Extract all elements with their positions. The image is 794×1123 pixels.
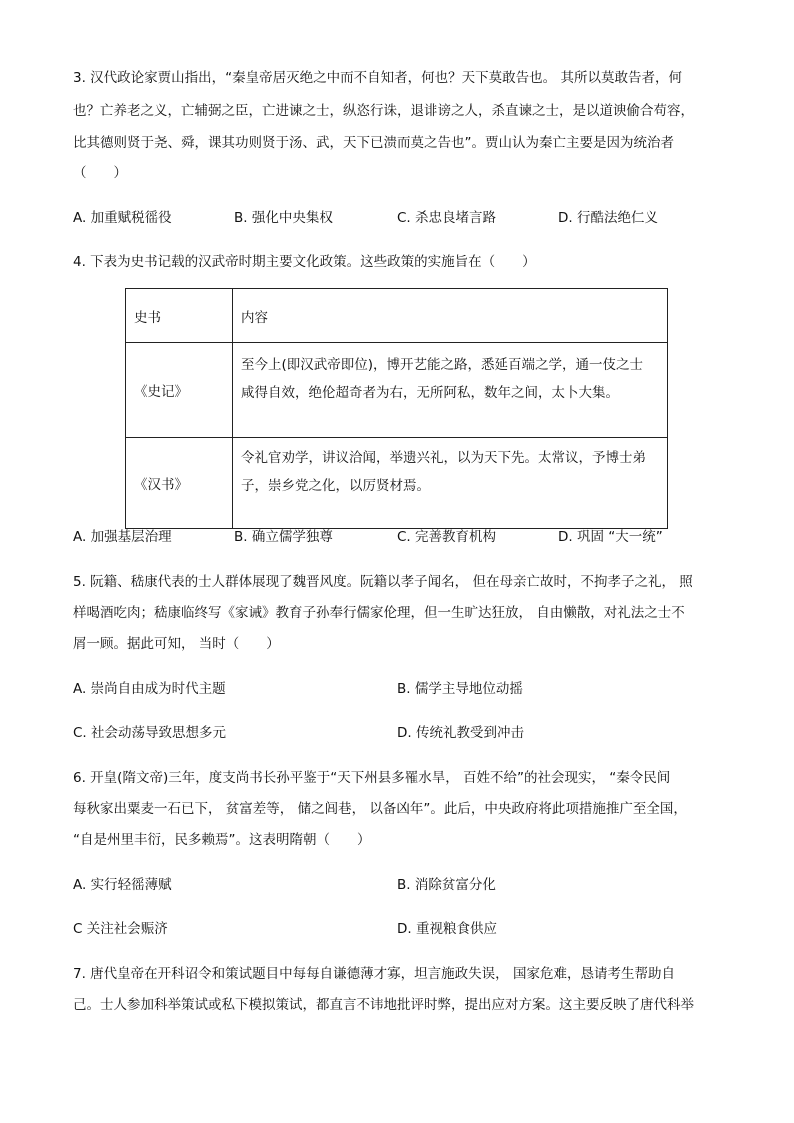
q6-line-3: “自是州里丰衍，民多赖焉”。这表明隋朝（ ） (73, 832, 371, 848)
q5-line-2: 样喝酒吃肉；嵇康临终写《家诫》教育子孙奉行儒家伦理，但一生旷达狂放， 自由懒散，对礼法之士不 (73, 605, 685, 621)
content-line: 咸得自效，绝伦超奇者为右，无所阿私，数年之间，太卜大集。 (241, 385, 619, 401)
q4-option-c: C. 完善教育机构 (397, 529, 497, 545)
table-header-content: 内容 (233, 289, 668, 343)
q5-option-d: D. 传统礼教受到冲击 (397, 725, 524, 741)
q3-line-4: （ ） (73, 165, 127, 181)
q7-line-1: 7. 唐代皇帝在开科诏令和策试题目中每每自谦德薄才寡，坦言施政失误， 国家危难，恳请考生帮助自 (73, 966, 675, 982)
q5-line-1: 5. 阮籍、嵇康代表的士人群体展现了魏晋风度。阮籍以孝子闻名， 但在母亲亡故时，不拘孝子之礼， 照 (73, 574, 693, 590)
table-cell-content (233, 343, 668, 438)
q4-option-a: A. 加强基层治理 (73, 529, 172, 545)
q5-line-3: 屑一顾。据此可知， 当时（ ） (73, 636, 280, 652)
q6-option-d: D. 重视粮食供应 (397, 921, 497, 937)
q6-option-b: B. 消除贫富分化 (397, 877, 496, 893)
table-row (126, 343, 668, 438)
q4-option-b: B. 确立儒学独尊 (234, 529, 333, 545)
content-line: 令礼官劝学，讲议洽闻，举遗兴礼，以为天下先。太常议，予博士弟 (241, 450, 646, 466)
q6-line-2: 每秋家出粟麦一石已下， 贫富差等， 储之闾巷， 以备凶年”。此后，中央政府将此项措施推广至全国， (73, 801, 687, 817)
q3-line-3: 比其德则贤于尧、舜，课其功则贤于汤、武，天下已溃而莫之告也”。贾山认为秦亡主要是因为统治者 (73, 135, 674, 151)
q5-option-c: C. 社会动荡导致思想多元 (73, 725, 227, 741)
q5-option-a: A. 崇尚自由成为时代主题 (73, 681, 226, 697)
table-cell-book: 《史记》 (126, 343, 233, 438)
q3-line-2: 也？亡养老之义，亡辅弼之臣，亡进谏之士，纵恣行诛，退诽谤之人，杀直谏之士，是以道谀偷合苟容， (73, 103, 694, 119)
table-row (126, 438, 668, 529)
table-cell-content (233, 438, 668, 529)
q6-line-1: 6. 开皇(隋文帝)三年，度支尚书长孙平鉴于“天下州县多罹水旱， 百姓不给”的社会现实， “秦令民间 (73, 770, 671, 786)
q4-stem: 4. 下表为史书记载的汉武帝时期主要文化政策。这些政策的实施旨在（ ） (73, 254, 536, 270)
table-cell-book: 《汉书》 (126, 438, 233, 529)
q6-option-a: A. 实行轻徭薄赋 (73, 877, 172, 893)
q5-option-b: B. 儒学主导地位动摇 (397, 681, 523, 697)
content-line: 至今上(即汉武帝即位)，博开艺能之路，悉延百端之学，通一伎之士 (241, 357, 644, 373)
q3-line-1: 3. 汉代政论家贾山指出，“秦皇帝居灭绝之中而不自知者，何也？天下莫敢告也。 其所以莫敢告者，何 (73, 70, 682, 86)
q6-option-c: C 关注社会赈济 (73, 921, 168, 937)
q7-line-2: 己。士人参加科举策试或私下模拟策试，都直言不讳地批评时弊，提出应对方案。这主要反映了唐代科举 (73, 997, 694, 1013)
table-header-book: 史书 (126, 289, 233, 343)
q4-option-d: D. 巩固 “大一统” (558, 529, 663, 545)
content-line: 子，崇乡党之化，以厉贤材焉。 (241, 478, 430, 494)
q3-option-a: A. 加重赋税徭役 (73, 210, 172, 226)
q3-option-d: D. 行酷法绝仁义 (558, 210, 658, 226)
q4-table (125, 288, 668, 529)
q3-option-b: B. 强化中央集权 (234, 210, 333, 226)
q3-option-c: C. 杀忠良堵言路 (397, 210, 497, 226)
